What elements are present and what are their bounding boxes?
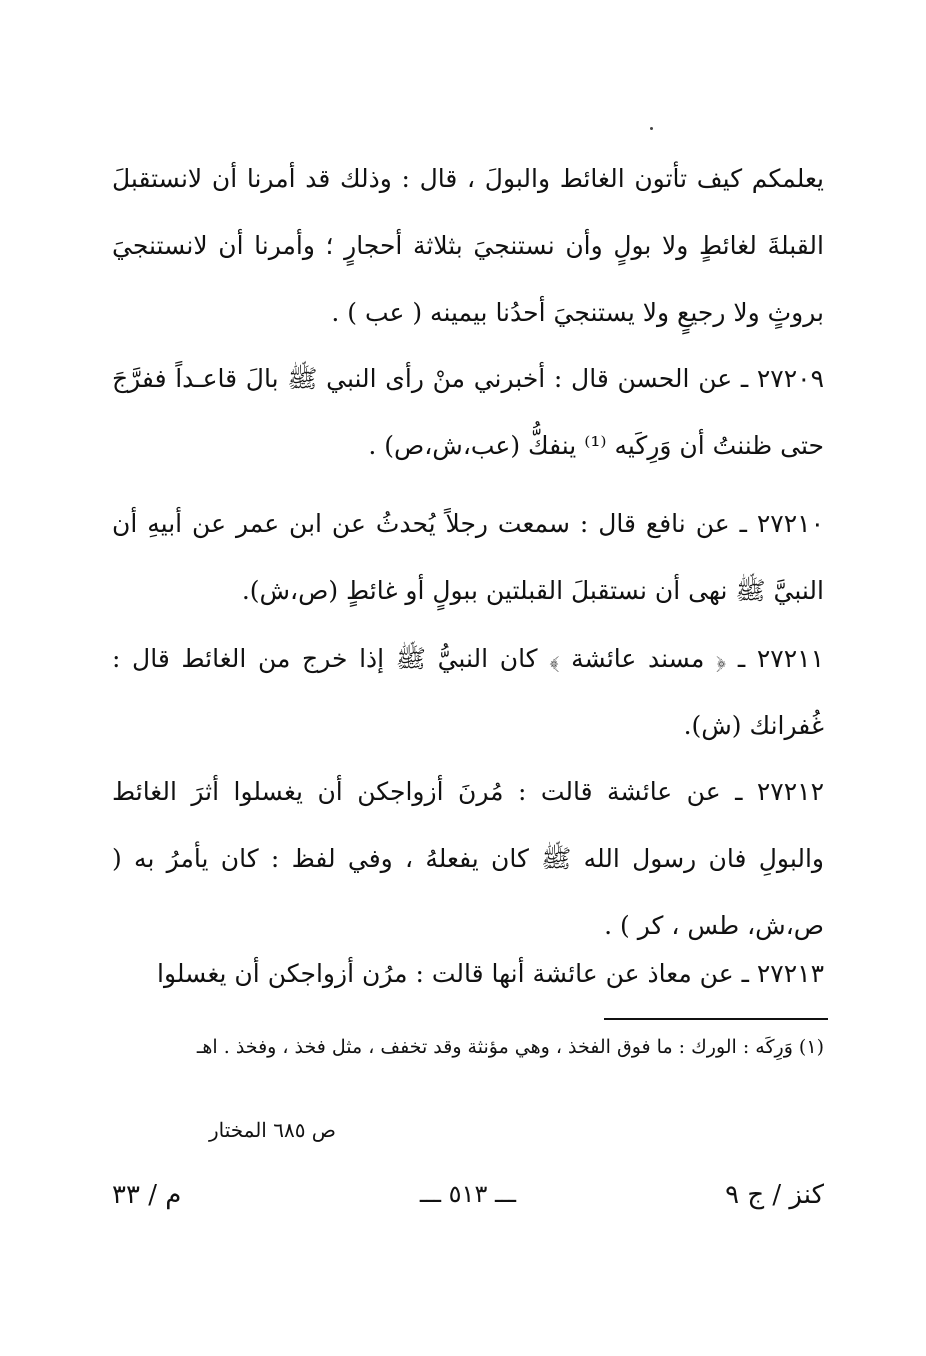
source-reference: ص ٦٨٥ المختار bbox=[208, 1118, 336, 1142]
page-number: ـــ ٥١٣ ـــ bbox=[419, 1180, 517, 1208]
hadith-27213: ٢٧٢١٣ ـ عن معاذ عن عائشة أنها قالت : مرُن أزواجكن أن يغسلوا bbox=[157, 959, 824, 988]
hadith-27212: ٢٧٢١٢ ـ عن عائشة قالت : مُرنَ أزواجكن أن يغسلوا أثرَ الغائط والبولِ فان رسول الله ﷺ كان يفعلهُ ، وفي لفظ : كان يأمرُ به ( ص،ش، طس ، كر ) . bbox=[112, 777, 824, 940]
paragraph-continuation: يعلمكم كيف تأتون الغائط والبولَ ، قال : وذلك قد أمرنا أن لانستقبلَ القبلةَ لغائطٍ ولا بولٍ وأن نستنجيَ بثلاثة أحجارٍ ؛ وأمرنا أن لانستنجيَ بروثٍ ولا رجيعٍ ولا يستنجيَ أحدُنا بيمينه ( عب ) . bbox=[112, 164, 824, 327]
speck-mark bbox=[650, 127, 653, 130]
footnote: (١) وَرِكَه : الورك : ما فوق الفخذ ، وهي مؤنثة وقد تخفف ، مثل فخذ ، وفخذ . اهـ bbox=[196, 1036, 824, 1058]
printer-signature: م / ٣٣ bbox=[112, 1180, 182, 1210]
volume-label: كنز / ج ٩ bbox=[725, 1180, 824, 1210]
hadith-27209: ٢٧٢٠٩ ـ عن الحسن قال : أخبرني منْ رأى النبي ﷺ بالَ قاعـداً ففرَّجَ حتى ظننتُ أن وَرِكَيه ⁽¹⁾ ينفكُّ (عب،ش،ص) . bbox=[112, 364, 824, 460]
hadith-27210: ٢٧٢١٠ ـ عن نافع قال : سمعت رجلاً يُحدثُ عن ابن عمر عن أبيهِ أن النبيَّ ﷺ نهى أن نستقبلَ القبلتين ببولٍ أو غائطٍ (ص،ش). bbox=[112, 509, 824, 605]
page-footer bbox=[112, 1180, 824, 1220]
footnote-divider bbox=[604, 1018, 828, 1020]
hadith-27211: ٢٧٢١١ ـ ﴿ مسند عائشة ﴾ كان النبيُّ ﷺ إذا خرج من الغائط قال : غُفرانك (ش). bbox=[112, 644, 824, 740]
